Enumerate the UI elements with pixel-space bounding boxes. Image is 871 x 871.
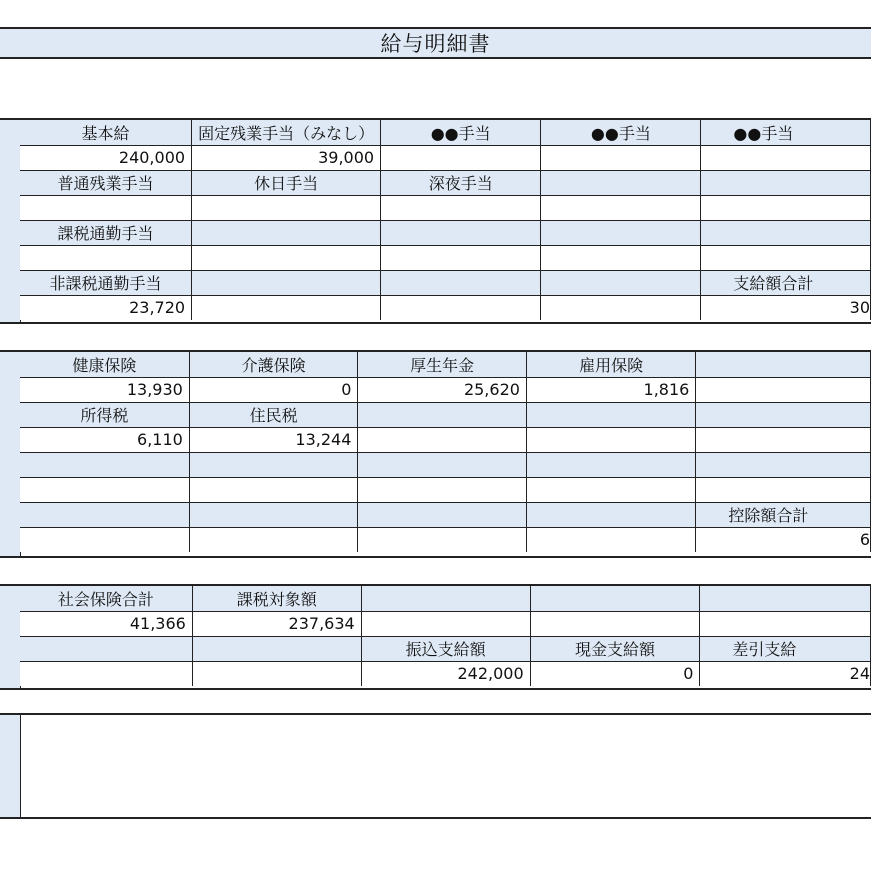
label-allowance-3: ●●手当 <box>701 120 871 145</box>
label-night-allowance: 深夜手当 <box>381 170 541 195</box>
label-holiday-allowance: 休日手当 <box>192 170 381 195</box>
value-resident-tax: 13,244 <box>189 427 358 452</box>
label-empty <box>381 270 541 295</box>
value-empty <box>358 427 527 452</box>
value-empty <box>192 295 381 320</box>
label-nursing-insurance: 介護保険 <box>189 352 358 377</box>
value-taxable-commute <box>20 245 192 270</box>
value-empty <box>192 245 381 270</box>
label-empty <box>189 452 358 477</box>
value-allowance-1 <box>381 145 541 170</box>
value-empty <box>530 611 700 636</box>
label-nontaxable-commute: 非課税通勤手当 <box>20 270 192 295</box>
deductions-side-band <box>0 352 21 556</box>
label-basic-salary: 基本給 <box>20 120 192 145</box>
label-empty <box>20 502 189 527</box>
value-taxable-amount: 237,634 <box>192 611 361 636</box>
value-empty <box>696 477 871 502</box>
value-empty <box>189 477 358 502</box>
value-holiday-allowance <box>192 195 381 220</box>
value-empty <box>381 245 541 270</box>
label-health-insurance: 健康保険 <box>20 352 189 377</box>
value-health-insurance: 13,930 <box>20 377 189 402</box>
label-empty <box>701 220 871 245</box>
value-empty <box>526 527 695 552</box>
label-social-insurance-total: 社会保険合計 <box>20 586 192 611</box>
label-empty <box>541 170 701 195</box>
label-total-payment: 支給額合計 <box>701 270 871 295</box>
value-basic-salary: 240,000 <box>20 145 192 170</box>
label-empty <box>530 586 700 611</box>
value-empty <box>526 427 695 452</box>
label-allowance-2: ●●手当 <box>541 120 701 145</box>
label-total-deduction: 控除額合計 <box>696 502 871 527</box>
label-empty <box>700 586 871 611</box>
value-employment-insurance: 1,816 <box>526 377 695 402</box>
remarks-section <box>0 713 871 819</box>
payments-table <box>20 120 871 320</box>
value-nursing-insurance: 0 <box>189 377 358 402</box>
value-cash-payment: 0 <box>530 661 700 686</box>
value-pension: 25,620 <box>358 377 527 402</box>
label-empty <box>526 502 695 527</box>
value-empty <box>541 295 701 320</box>
value-empty <box>361 611 530 636</box>
value-empty <box>700 611 871 636</box>
label-regular-overtime: 普通残業手当 <box>20 170 192 195</box>
value-empty <box>696 377 871 402</box>
label-empty <box>192 270 381 295</box>
value-income-tax: 6,110 <box>20 427 189 452</box>
label-empty <box>358 502 527 527</box>
value-empty <box>189 527 358 552</box>
label-taxable-commute: 課税通勤手当 <box>20 220 192 245</box>
value-nontaxable-commute: 23,720 <box>20 295 192 320</box>
label-empty <box>358 402 527 427</box>
document-title-bar <box>0 27 871 59</box>
value-allowance-3 <box>701 145 871 170</box>
label-empty <box>701 170 871 195</box>
label-empty <box>541 270 701 295</box>
label-empty <box>358 452 527 477</box>
label-empty <box>189 502 358 527</box>
value-empty <box>696 427 871 452</box>
label-empty <box>192 636 361 661</box>
value-empty <box>20 477 189 502</box>
value-bank-transfer: 242,000 <box>361 661 530 686</box>
label-empty <box>696 452 871 477</box>
value-social-insurance-total: 41,366 <box>20 611 192 636</box>
value-empty <box>192 661 361 686</box>
label-fixed-overtime: 固定残業手当（みなし） <box>192 120 381 145</box>
totals-section <box>0 584 871 690</box>
value-net-payment: 24 <box>700 661 871 686</box>
label-empty <box>192 220 381 245</box>
label-empty <box>20 636 192 661</box>
value-empty <box>358 477 527 502</box>
value-empty <box>20 661 192 686</box>
label-income-tax: 所得税 <box>20 402 189 427</box>
label-taxable-amount: 課税対象額 <box>192 586 361 611</box>
label-empty <box>696 402 871 427</box>
value-regular-overtime <box>20 195 192 220</box>
value-empty <box>701 245 871 270</box>
document-title: 給与明細書 <box>380 32 491 56</box>
label-resident-tax: 住民税 <box>189 402 358 427</box>
label-empty <box>381 220 541 245</box>
label-pension: 厚生年金 <box>358 352 527 377</box>
value-empty <box>541 195 701 220</box>
label-empty <box>526 452 695 477</box>
label-allowance-1: ●●手当 <box>381 120 541 145</box>
label-cash-payment: 現金支給額 <box>530 636 700 661</box>
deductions-section <box>0 350 871 558</box>
value-fixed-overtime: 39,000 <box>192 145 381 170</box>
value-total-deduction: 6 <box>696 527 871 552</box>
value-empty <box>381 295 541 320</box>
value-allowance-2 <box>541 145 701 170</box>
label-empty <box>696 352 871 377</box>
payments-section <box>0 118 871 324</box>
totals-table <box>20 586 871 686</box>
payments-side-band <box>0 120 21 322</box>
value-empty <box>20 527 189 552</box>
label-bank-transfer: 振込支給額 <box>361 636 530 661</box>
label-empty <box>361 586 530 611</box>
remarks-side-band <box>0 715 21 817</box>
label-empty <box>20 452 189 477</box>
totals-side-band <box>0 586 21 688</box>
label-net-payment: 差引支給 <box>700 636 871 661</box>
label-empty <box>541 220 701 245</box>
label-empty <box>526 402 695 427</box>
value-empty <box>358 527 527 552</box>
label-employment-insurance: 雇用保険 <box>526 352 695 377</box>
value-empty <box>541 245 701 270</box>
value-empty <box>526 477 695 502</box>
value-total-payment: 30 <box>701 295 871 320</box>
value-night-allowance <box>381 195 541 220</box>
deductions-table <box>20 352 871 552</box>
value-empty <box>701 195 871 220</box>
